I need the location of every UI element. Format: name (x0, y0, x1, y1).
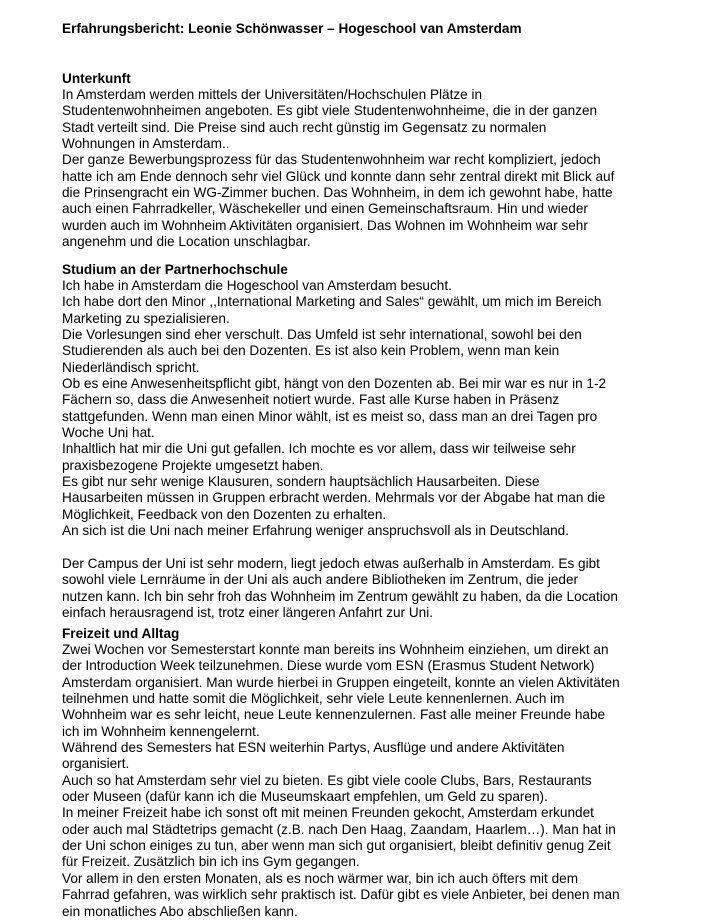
text-line: Ich habe dort den Minor ,,International Marketing and Sales“ gewählt, um mich im Bereich (62, 294, 602, 310)
text-line: organisiert. (62, 756, 130, 772)
text-line: der Uni schon einiges zu tun, aber wenn man sich gut organisiert, bleibt definitiv genug Zeit (62, 838, 611, 854)
text-line: Studierenden als auch bei den Dozenten. Es ist also kein Problem, wenn man kein (62, 343, 560, 359)
text-line: stattgefunden. Wenn man einen Minor wählt, ist es meist so, dass man an drei Tagen pro (62, 408, 598, 424)
text-line: angenehm und die Location unschlagbar. (62, 234, 311, 250)
text-line: Es gibt nur sehr wenige Klausuren, sondern hauptsächlich Hausarbeiten. Diese (62, 474, 540, 490)
text-line: Wohnheim war es sehr leicht, neue Leute kennenzulernen. Fast alle meiner Freunde habe (62, 707, 606, 723)
text-line: Woche Uni hat. (62, 425, 155, 441)
text-line: Niederländisch spricht. (62, 359, 200, 375)
text-line: Marketing zu spezialisieren. (62, 310, 230, 326)
text-line: ein monatliches Abo abschließen kann. (62, 903, 298, 919)
document-title: Erfahrungsbericht: Leonie Schönwasser – Hogeschool van Amsterdam (62, 21, 522, 36)
paragraph-gap (62, 540, 662, 556)
text-line: Inhaltlich hat mir die Uni gut gefallen. Ich mochte es vor allem, dass wir teilweise sehr (62, 441, 576, 457)
text-line: Während des Semesters hat ESN weiterhin Partys, Ausflüge und andere Aktivitäten (62, 740, 565, 756)
text-line: für Freizeit. Zusätzlich bin ich ins Gym gegangen. (62, 854, 360, 870)
text-line: Auch so hat Amsterdam sehr viel zu bieten. Es gibt viele coole Clubs, Bars, Restaurants (62, 772, 592, 788)
text-line: nutzen kann. Ich bin sehr froh das Wohnheim im Zentrum gewählt zu haben, da die Location (62, 588, 618, 604)
text-line: Ob es eine Anwesenheitspflicht gibt, hängt von den Dozenten ab. Bei mir war es nur in 1-2 (62, 376, 607, 392)
text-line: einfach herausragend ist, trotz einer längeren Anfahrt zur Uni. (62, 604, 434, 620)
section-heading: Unterkunft (62, 71, 131, 86)
text-line: praxisbezogene Projekte umgesetzt haben. (62, 457, 324, 473)
comment-mark: . (225, 136, 230, 152)
section-body (62, 642, 662, 920)
text-line: hatte ich am Ende dennoch sehr viel Glück und konnte dann sehr zentral direkt mit Blick auf (62, 168, 615, 184)
section-heading: Studium an der Partnerhochschule (62, 262, 288, 277)
text-line: In Amsterdam werden mittels der Universitäten/Hochschulen Plätze in (62, 87, 483, 102)
text-line: sowohl viele Lernräume in der Uni als auch andere Bibliotheken im Zentrum, die jeder (62, 572, 579, 588)
text-line: wurden auch im Wohnheim Aktivitäten organisiert. Das Wohnen im Wohnheim war sehr (62, 217, 588, 233)
text-line: Fächern so, dass die Anwesenheit notiert wurde. Fast alle Kurse haben in Präsenz (62, 392, 560, 408)
section-unterkunft (62, 70, 662, 250)
text-line: Der Campus der Uni ist sehr modern, liegt jedoch etwas außerhalb in Amsterdam. Es gibt (62, 555, 600, 571)
text-line: oder auch mal Städtetrips gemacht (z.B. nach Den Haag, Zaandam, Haarlem…). Man hat in (62, 821, 616, 837)
text-line: Vor allem in den ersten Monaten, als es noch wärmer war, bin ich auch öfters mit dem (62, 870, 579, 886)
text-line: oder Museen (dafür kann ich die Museumskaart empfehlen, um Geld zu sparen). (62, 789, 548, 805)
text-line: Amsterdam organisiert. Man wurde hierbei in Gruppen eingeteilt, konnte an vielen Aktivitäten (62, 674, 620, 690)
text-line: Studentenwohnheimen angeboten. Es gibt viele Studentenwohnheime, die in der ganzen (62, 103, 598, 119)
text-line: An sich ist die Uni nach meiner Erfahrung weniger anspruchsvoll als in Deutschland. (62, 523, 570, 539)
text-line: Ich habe in Amsterdam die Hogeschool van Amsterdam besucht. (62, 278, 452, 293)
text-line-with-mark (62, 136, 662, 152)
section-heading: Freizeit und Alltag (62, 626, 180, 641)
section-freizeit (62, 625, 662, 920)
text-line: Zwei Wochen vor Semesterstart konnte man bereits ins Wohnheim einziehen, um direkt an (62, 642, 609, 657)
text-line: auch einen Fahrradkeller, Wäschekeller und einen Gemeinschaftsraum. Hin und wieder (62, 201, 588, 217)
text-line: Die Vorlesungen sind eher verschult. Das Umfeld ist sehr international, sowohl bei den (62, 327, 582, 343)
section-body (62, 87, 662, 250)
text-line: In meiner Freizeit habe ich sonst oft mit meinen Freunden gekocht, Amsterdam erkundet (62, 805, 594, 821)
text-line: ich im Wohnheim kennengelernt. (62, 723, 260, 739)
text-line: Stadt verteilt sind. Die Preise sind auch recht günstig im Gegensatz zu normalen (62, 119, 547, 135)
text-line: Wohnungen in Amsterdam. (62, 136, 226, 152)
text-line: Der ganze Bewerbungsprozess für das Studentenwohnheim war recht kompliziert, jedoch (62, 152, 601, 168)
section-body (62, 278, 662, 621)
text-line: teilnehmen und hatte somit die Möglichkeit, sehr viele Leute kennenlernen. Auch im (62, 691, 565, 707)
text-line: Möglichkeit, Feedback von den Dozenten zu erhalten. (62, 506, 387, 522)
section-studium (62, 261, 662, 621)
text-line: Hausarbeiten müssen in Gruppen erbracht werden. Mehrmals vor der Abgabe hat man die (62, 490, 606, 506)
text-line: der Introduction Week teilzunehmen. Diese wurde vom ESN (Erasmus Student Network) (62, 658, 595, 674)
text-line: die Prinsengracht ein WG-Zimmer buchen. Das Wohnheim, in dem ich gewohnt habe, hatte (62, 185, 613, 201)
text-line: Fahrrad gefahren, was wirklich sehr praktisch ist. Dafür gibt es viele Anbieter, bei denen man (62, 887, 620, 903)
